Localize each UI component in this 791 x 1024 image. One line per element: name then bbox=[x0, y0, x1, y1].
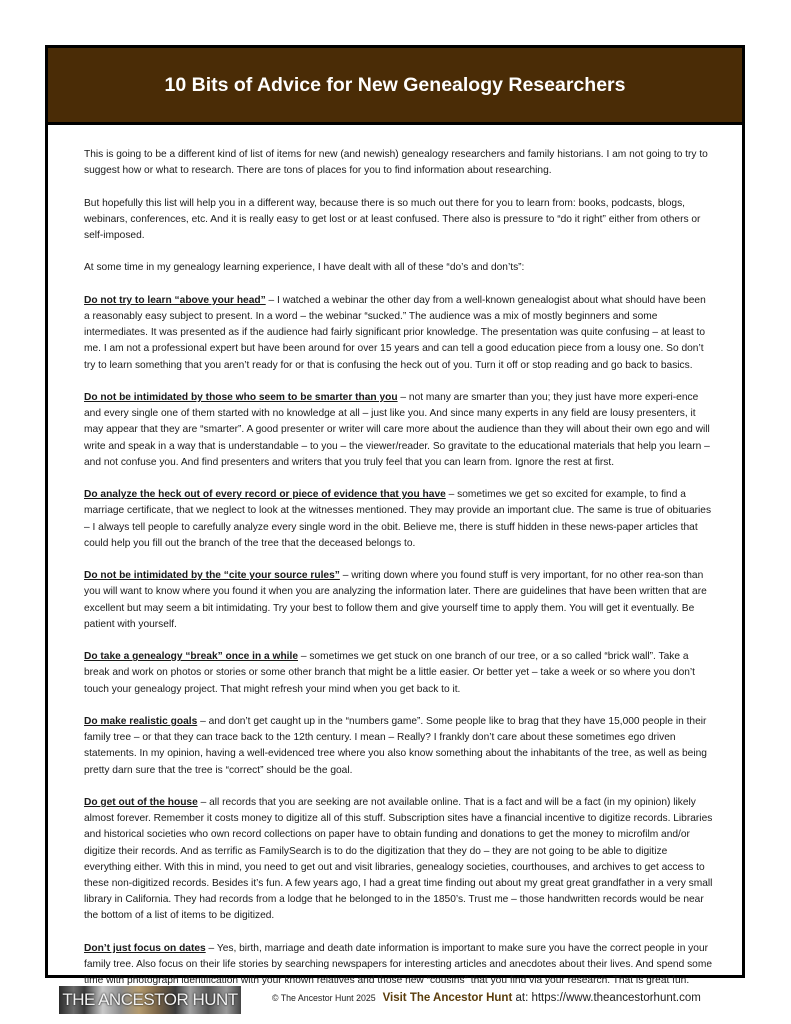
advice-item bbox=[84, 390, 714, 471]
article-body bbox=[84, 147, 714, 1006]
advice-item bbox=[84, 649, 714, 698]
copyright-text: © The Ancestor Hunt 2025 bbox=[272, 993, 376, 1003]
page-footer bbox=[0, 985, 791, 1017]
advice-item bbox=[84, 795, 714, 925]
page-title: 10 Bits of Advice for New Genealogy Researchers bbox=[164, 73, 626, 96]
advice-heading: Do take a genealogy “break” once in a while bbox=[84, 651, 299, 663]
advice-item bbox=[84, 487, 714, 552]
advice-text: – and don’t get caught up in the “numbers game”. Some people like to brag that they have 15,000 people in their family tree – or that they can trace back to the 12th century. I mean – Really? I frankly don’t care about these sometimes ego driven statements. In my opinion, having a well-evidenced tree where you also know something about the inhabitants of the tree, as well as being pretty darn sure that the tree is “correct” should be the goal. bbox=[84, 715, 707, 776]
advice-text: – all records that you are seeking are not available online. That is a fact and will be a fact (in my opinion) likely almost forever. Remember it costs money to digitize all of this stuff. Subscription sites have a financial incentive to digitize records. Libraries and historical societies who own record collections on paper have to obtain funding and donations to get the money to microfilm and/or digitize their records. And as terrific as FamilySearch is to do the digitization that they do – they are not going to be able to digitize everything either. With this in mind, you need to get out and visit libraries, genealogy societies, courthouses, and archives to get access to these non-digitized records. Besides it’s fun. A few years ago, I had a great time finding out about my great great grandfather in a very small library in California. They had records from a lodge that he belonged to in the 1850’s. Trust me – those handwritten records would be near the bottom of a list of items to be digitized. bbox=[84, 796, 713, 922]
advice-heading: Do get out of the house bbox=[84, 796, 198, 808]
advice-text: – writing down where you found stuff is very important, for no other rea-son than you will want to know where you found it when you are analyzing the information later. There are guidelines that have been written that are excellent but may seem a bit intimidating. Try your best to follow them and give yourself time to apply them. You will get it eventually. Be patient with yourself. bbox=[84, 570, 707, 630]
advice-item bbox=[84, 941, 714, 990]
advice-text: – Yes, birth, marriage and death date information is important to make sure you have the correct people in your family tree. Also focus on their life stories by searching newspapers for interesting articles and anecdotes about their lives. And spend some time with photograph identification with your known relatives and those new “cousins” that you find via your research. That is great fun. bbox=[84, 942, 712, 987]
advice-heading: Do not try to learn “above your head” bbox=[84, 294, 266, 306]
advice-item bbox=[84, 293, 714, 374]
document-frame bbox=[45, 45, 745, 987]
title-banner bbox=[48, 48, 742, 125]
logo-text: THE ANCESTOR HUNT bbox=[62, 990, 238, 1009]
advice-heading: Do not be intimidated by those who seem to be smarter than you bbox=[84, 391, 398, 403]
advice-text: – I watched a webinar the other day from a well-known genealogist about what should have been a reasonably easy subject to present. In a word – the webinar “sucked.” The audience was a mix of mostly beginners and some intermediates. It was presented as if the audience had fairly significant prior knowledge. The presentation was quite confusing – at least to me. I am not a professional expert but have been around for over 15 years and can tell a good education piece from a lousy one. So don’t try to learn something that you aren’t ready for or that is confusing the heck out of you. Turn it off or stop reading and go back to basics. bbox=[84, 294, 706, 371]
advice-heading: Do make realistic goals bbox=[84, 715, 198, 727]
advice-heading: Do not be intimidated by the “cite your source rules” bbox=[84, 570, 340, 582]
advice-heading: Do analyze the heck out of every record or piece of evidence that you have bbox=[84, 489, 446, 501]
footer-credit bbox=[272, 992, 701, 1004]
website-url[interactable]: at: https://www.theancestorhunt.com bbox=[512, 992, 701, 1004]
advice-text: – sometimes we get so excited for example, to find a marriage certificate, that we neglect to look at the witnesses mentioned. They may provide an important clue. The same is true of obituaries – I always tell people to carefully analyze every single word in the obit. Believe me, there is stuff hidden in these news-paper articles that could help you fill out the branch of the tree that the deceased belongs to. bbox=[84, 489, 712, 549]
advice-item bbox=[84, 568, 714, 633]
advice-text: – sometimes we get stuck on one branch of our tree, or a so called “brick wall”. Take a break and work on photos or stories or some other branch that might be a little easier. Or better yet – take a week or so where you don’t touch your genealogy project. That might refresh your mind when you get back to it. bbox=[84, 651, 696, 695]
advice-heading: Don’t just focus on dates bbox=[84, 942, 206, 954]
advice-item bbox=[84, 714, 714, 779]
intro-paragraph: But hopefully this list will help you in a different way, because there is so much out there for you to learn from: books, podcasts, blogs, webinars, conferences, etc. And it is really easy to get lost or at least confused. There also is pressure to “do it right” either from others or self-imposed. bbox=[84, 197, 701, 241]
advice-text: – not many are smarter than you; they just have more experi-ence and every single one of them started with no knowledge at all – just like you. And since many experts in any field are lousy presenters, it may appear that they are “smarter”. A good presenter or writer will care more about the audience than they will about their own ego and will write and speak in a way that is understandable – to you – the viewer/reader. So gravitate to the educational materials that help you learn – and not confuse you. And find presenters and writers that you truly feel that you can learn from. Ignore the rest at first. bbox=[84, 391, 710, 468]
visit-link[interactable]: Visit The Ancestor Hunt bbox=[382, 992, 513, 1004]
intro-paragraph: At some time in my genealogy learning experience, I have dealt with all of these “do’s and don’ts”: bbox=[84, 262, 525, 274]
intro-paragraph: This is going to be a different kind of list of items for new (and newish) genealogy researchers and family historians. I am not going to try to suggest how or what to research. There are tons of places for you to find information about researching. bbox=[84, 149, 708, 177]
ancestor-hunt-logo bbox=[59, 986, 241, 1014]
